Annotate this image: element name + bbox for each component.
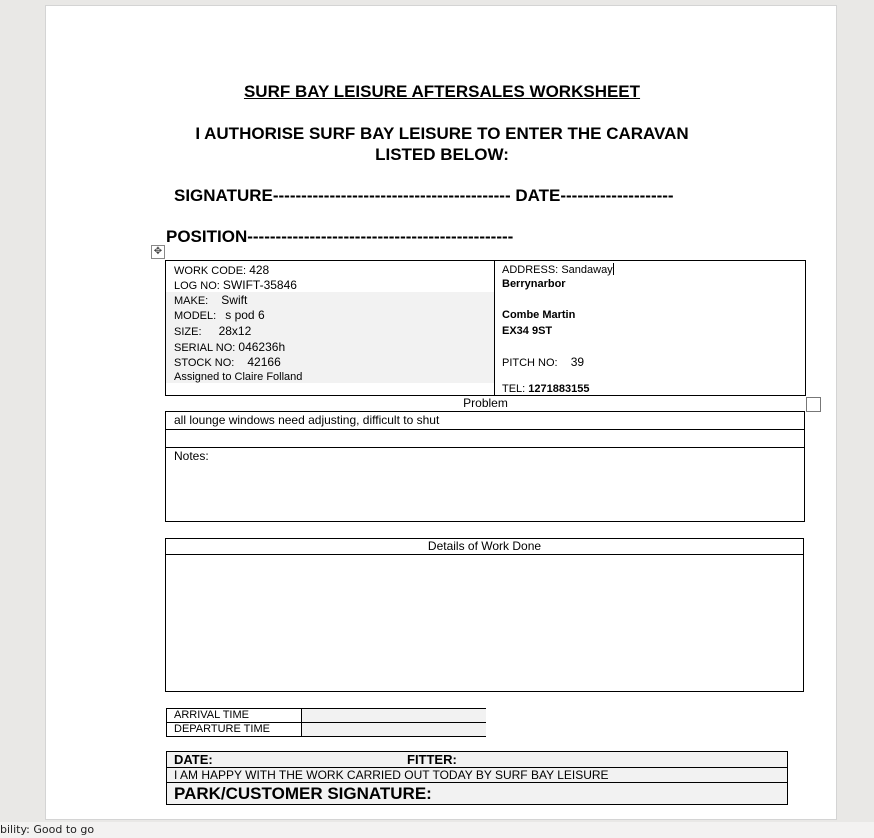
work-code-row[interactable] bbox=[174, 263, 269, 277]
address-label: ADDRESS: bbox=[502, 264, 559, 276]
pitch-label: PITCH NO: bbox=[502, 357, 558, 369]
time-table bbox=[166, 708, 486, 737]
notes-label[interactable]: Notes: bbox=[174, 449, 209, 463]
assigned-row[interactable]: Assigned to Claire Folland bbox=[174, 371, 303, 383]
divider bbox=[166, 554, 803, 555]
problem-heading: Problem bbox=[463, 396, 508, 410]
work-code-value: 428 bbox=[249, 263, 270, 277]
document-page bbox=[45, 5, 837, 820]
work-done-heading: Details of Work Done bbox=[427, 539, 542, 553]
tel-value: 1271883155 bbox=[528, 383, 590, 395]
model-label: MODEL: bbox=[174, 310, 217, 322]
position-line: POSITION----------------------------------------------- bbox=[166, 227, 514, 246]
fitter-label[interactable]: FITTER: bbox=[407, 752, 457, 767]
date-label[interactable]: DATE: bbox=[174, 752, 213, 767]
address-line-2[interactable]: Berrynarbor bbox=[502, 278, 566, 290]
departure-time-cell[interactable] bbox=[301, 723, 486, 736]
column-divider bbox=[494, 261, 495, 395]
divider bbox=[166, 429, 804, 430]
work-done-table bbox=[165, 538, 804, 692]
problem-text[interactable]: all lounge windows need adjusting, difficult to shut bbox=[174, 413, 440, 427]
log-no-row[interactable] bbox=[174, 278, 297, 292]
size-label: SIZE: bbox=[174, 326, 202, 338]
happy-statement[interactable]: I AM HAPPY WITH THE WORK CARRIED OUT TODAY BY SURF BAY LEISURE bbox=[174, 768, 609, 782]
address-postcode[interactable]: EX34 9ST bbox=[502, 325, 553, 337]
status-bar bbox=[0, 822, 874, 838]
arrival-time-cell[interactable] bbox=[301, 709, 486, 722]
customer-signature-label[interactable]: PARK/CUSTOMER SIGNATURE: bbox=[174, 784, 432, 803]
sign-off-table bbox=[166, 751, 788, 805]
authorise-text bbox=[46, 123, 838, 165]
serial-row[interactable] bbox=[174, 340, 285, 354]
accessibility-status[interactable]: bility: Good to go bbox=[0, 823, 95, 836]
problem-table bbox=[165, 411, 805, 522]
arrival-row[interactable] bbox=[167, 709, 485, 722]
serial-label: SERIAL NO: bbox=[174, 342, 236, 354]
size-row[interactable] bbox=[174, 324, 251, 338]
signature-date-line: SIGNATURE------------------------------------------ DATE-------------------- bbox=[174, 186, 674, 205]
make-value: Swift bbox=[221, 293, 248, 307]
departure-label: DEPARTURE TIME bbox=[174, 723, 270, 735]
make-label: MAKE: bbox=[174, 295, 209, 307]
row-select-checkbox[interactable] bbox=[806, 397, 821, 412]
arrival-label: ARRIVAL TIME bbox=[174, 709, 249, 721]
make-row[interactable] bbox=[174, 293, 247, 307]
table-move-handle-icon[interactable]: ✥ bbox=[151, 245, 165, 259]
tel-row[interactable] bbox=[502, 383, 589, 395]
address-line-3[interactable]: Combe Martin bbox=[502, 309, 576, 321]
pitch-value: 39 bbox=[570, 355, 585, 369]
log-no-label: LOG NO: bbox=[174, 280, 220, 292]
stock-row[interactable] bbox=[174, 355, 281, 369]
address-row[interactable] bbox=[502, 263, 614, 276]
divider bbox=[166, 447, 804, 448]
worksheet-title: SURF BAY LEISURE AFTERSALES WORKSHEET bbox=[243, 82, 641, 101]
size-value: 28x12 bbox=[218, 324, 252, 338]
authorise-line-1: I AUTHORISE SURF BAY LEISURE TO ENTER THE CARAVAN bbox=[195, 124, 689, 143]
stock-label: STOCK NO: bbox=[174, 357, 235, 369]
text-cursor bbox=[613, 263, 614, 275]
stock-value: 42166 bbox=[247, 355, 281, 369]
caravan-info-table bbox=[165, 260, 806, 396]
log-no-value: SWIFT-35846 bbox=[222, 278, 297, 292]
work-code-label: WORK CODE: bbox=[174, 265, 247, 277]
tel-label: TEL: bbox=[502, 383, 526, 395]
departure-row[interactable] bbox=[167, 723, 485, 736]
serial-value: 046236h bbox=[238, 340, 286, 354]
authorise-line-2: LISTED BELOW: bbox=[375, 145, 509, 164]
model-value: s pod 6 bbox=[225, 308, 265, 322]
model-row[interactable] bbox=[174, 308, 265, 322]
pitch-row[interactable] bbox=[502, 355, 584, 369]
address-line-1: Sandaway bbox=[561, 264, 613, 276]
